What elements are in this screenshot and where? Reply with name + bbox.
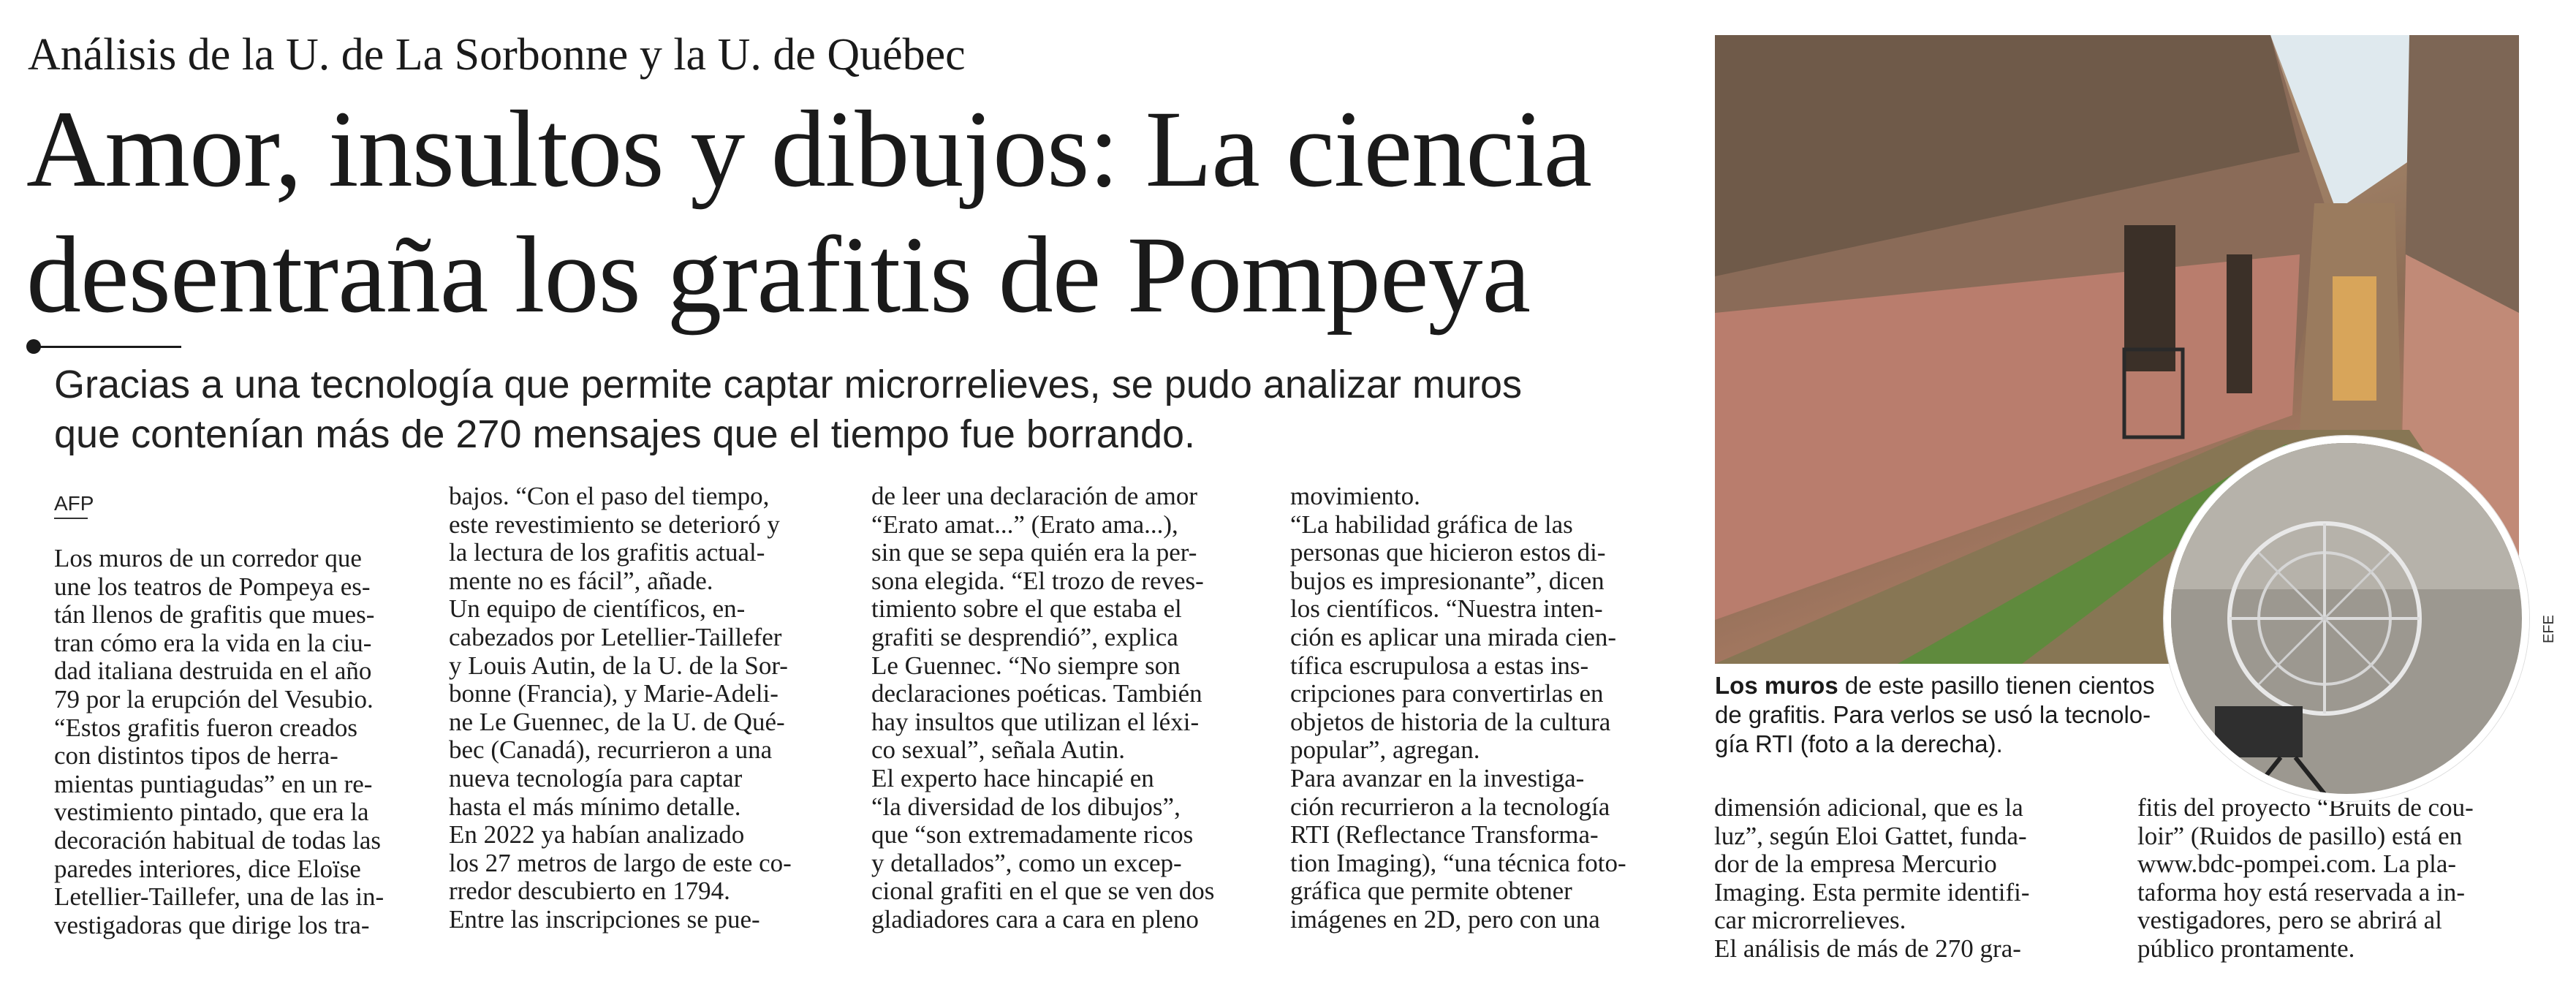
text-line: ción recurrieron a la tecnología [1290,792,1610,821]
byline-underline [54,518,88,519]
text-line: gráfica que permite obtener [1290,877,1572,906]
text-line: bec (Canadá), recurrieron a una [449,735,773,765]
text-line: Le Guennec. “No siempre son [871,651,1181,680]
text-line: tífica escrupulosa a estas ins- [1290,651,1589,680]
text-line: nueva tecnología para captar [449,763,743,792]
text-line: mientas puntiagudas” en un re- [54,769,373,798]
text-line: El análisis de más de 270 gra- [1714,934,2021,963]
text-line: “La habilidad gráfica de las [1290,510,1573,539]
text-line: tion Imaging), “una técnica foto- [1290,848,1626,877]
text-line: Imaging. Esta permite identifi- [1714,877,2030,907]
headline [26,86,1708,338]
text-line: El experto hace hincapié en [871,763,1154,792]
text-line: dimensión adicional, que es la [1714,793,2023,822]
article-column-2 [449,482,792,934]
text-line: grafiti se desprendió”, explica [871,622,1178,651]
text-line: fitis del proyecto “Bruits de cou- [2137,793,2474,822]
text-line: Letellier-Taillefer, una de las in- [54,882,384,912]
text-line: cripciones para convertirlas en [1290,679,1604,708]
caption-line-1-rest: de este pasillo tienen cientos [1838,672,2155,699]
text-line: bujos es impresionante”, dicen [1290,566,1605,595]
text-line: mente no es fácil”, añade. [449,566,713,595]
text-line: tran cómo era la vida en la ciu- [54,628,372,657]
text-line: que “son extremadamente ricos [871,820,1194,849]
text-line: y Louis Autin, de la U. de la Sor- [449,651,788,680]
text-line: cional grafiti en el que se ven dos [871,877,1215,906]
text-line: bonne (Francia), y Marie-Adeli- [449,679,779,708]
text-line: RTI (Reflectance Transforma- [1290,820,1599,849]
text-line: une los teatros de Pompeya es- [54,572,371,601]
text-line: loir” (Ruidos de pasillo) está en [2137,821,2463,850]
text-line: movimiento. [1290,482,1420,510]
photo-credit: EFE [2541,615,2557,643]
text-line: co sexual”, señala Autin. [871,735,1125,765]
text-line: bajos. “Con el paso del tiempo, [449,482,770,510]
text-line: “la diversidad de los dibujos”, [871,792,1181,821]
deck-line-1: Gracias a una tecnología que permite captar microrrelieves, se pudo analizar muros [54,363,1522,406]
text-line: “Erato amat...” (Erato ama...), [871,510,1178,539]
text-line: Los muros de un corredor que [54,544,362,572]
text-line: taforma hoy está reservada a in- [2137,877,2465,907]
text-line: Un equipo de científicos, en- [449,594,746,624]
text-line: personas que hicieron estos di- [1290,538,1606,567]
text-line: En 2022 ya habían analizado [449,820,745,849]
photo-caption [1715,671,2168,759]
text-line: hay insultos que utilizan el léxi- [871,707,1200,736]
caption-line-1 [1715,671,2168,700]
text-line: hasta el más mínimo detalle. [449,792,741,821]
text-line: Entre las inscripciones se pue- [449,904,760,934]
text-line: gladiadores cara a cara en pleno [871,904,1199,934]
text-line: paredes interiores, dice Eloïse [54,854,361,883]
text-line: dad italiana destruida en el año [54,656,372,686]
rti-inset-photo [2164,436,2529,801]
article-column-4 [1290,482,1626,934]
text-line: este revestimiento se deterioró y [449,510,780,539]
text-line: los 27 metros de largo de este co- [449,848,792,877]
text-line: declaraciones poéticas. También [871,679,1202,708]
caption-line-2: de grafitis. Para verlos se usó la tecnolo- [1715,701,2151,728]
text-line: car microrrelieves. [1714,906,1906,935]
article-column-1 [54,545,384,939]
text-line: sin que se sepa quién era la per- [871,538,1197,567]
text-line: Para avanzar en la investiga- [1290,763,1585,792]
caption-bold-lead: Los muros [1715,672,1838,699]
article-column-6 [2137,794,2474,964]
headline-line-1: Amor, insultos y dibujos: La ciencia [26,88,1591,210]
text-line: con distintos tipos de herra- [54,741,338,771]
rti-dome-illustration [2171,443,2522,794]
text-line: luz”, según Eloi Gattet, funda- [1714,821,2027,850]
text-line: rredor descubierto en 1794. [449,877,730,906]
text-line: “Estos grafitis fueron creados [54,713,357,742]
text-line: vestimiento pintado, que era la [54,798,369,827]
text-line: dor de la empresa Mercurio [1714,849,1997,879]
text-line: objetos de historia de la cultura [1290,707,1611,736]
text-line: público prontamente. [2137,934,2355,963]
text-line: de leer una declaración de amor [871,482,1197,510]
caption-line-3: gía RTI (foto a la derecha). [1715,730,2003,757]
text-line: 79 por la erupción del Vesubio. [54,684,374,714]
text-line: ción es aplicar una mirada cien- [1290,622,1617,651]
text-line: ne Le Guennec, de la U. de Qué- [449,707,785,736]
text-line: timiento sobre el que estaba el [871,594,1182,624]
text-line: cabezados por Letellier-Taillefer [449,622,782,651]
text-line: popular”, agregan. [1290,735,1480,765]
text-line: www.bdc-pompei.com. La pla- [2137,849,2457,879]
text-line: decoración habitual de todas las [54,825,382,855]
kicker: Análisis de la U. de La Sorbonne y la U. de Québec [28,30,966,80]
article-column-3 [871,482,1214,934]
text-line: la lectura de los grafitis actual- [449,538,765,567]
byline: AFP [54,492,94,515]
deck-line-2: que contenían más de 270 mensajes que el tiempo fue borrando. [54,412,1196,456]
text-line: los científicos. “Nuestra inten- [1290,594,1603,624]
text-line: y detallados”, como un excep- [871,848,1182,877]
text-line: imágenes en 2D, pero con una [1290,904,1600,934]
text-line: vestigadoras que dirige los tra- [54,910,370,939]
text-line: vestigadores, pero se abrirá al [2137,906,2442,935]
text-line: sona elegida. “El trozo de reves- [871,566,1204,595]
text-line: tán llenos de grafitis que mues- [54,600,375,629]
headline-line-2: desentraña los grafitis de Pompeya [26,214,1531,336]
article-column-5 [1714,794,2030,964]
rule-line [38,346,181,348]
deck [54,360,1692,459]
